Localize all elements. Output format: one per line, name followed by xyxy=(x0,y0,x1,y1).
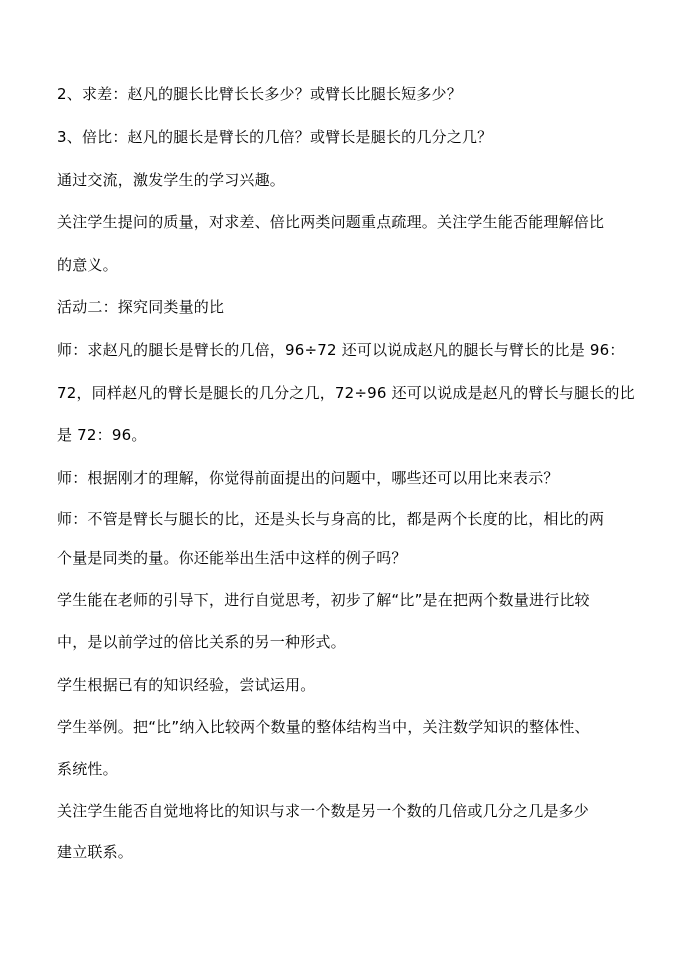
text-line-9: 是 72：96。 xyxy=(57,426,147,444)
text-line-6: 活动二：探究同类量的比 xyxy=(57,298,225,316)
text-line-2: 3、倍比：赵凡的腿长是臂长的几倍？或臂长是腿长的几分之几？ xyxy=(57,128,493,146)
text-line-5: 的意义。 xyxy=(57,256,118,274)
text-line-10: 师：根据刚才的理解，你觉得前面提出的问题中，哪些还可以用比来表示？ xyxy=(57,469,559,487)
text-line-3: 通过交流，激发学生的学习兴趣。 xyxy=(57,171,286,189)
text-line-7: 师：求赵凡的腿长是臂长的几倍，96÷72 还可以说成赵凡的腿长与臂长的比是 96： xyxy=(57,341,625,359)
text-line-12: 个量是同类的量。你还能举出生活中这样的例子吗？ xyxy=(57,549,407,567)
text-line-19: 建立联系。 xyxy=(57,843,134,861)
text-line-11: 师：不管是臂长与腿长的比，还是头长与身高的比，都是两个长度的比，相比的两 xyxy=(57,510,605,528)
text-line-16: 学生举例。把“比”纳入比较两个数量的整体结构当中，关注数学知识的整体性、 xyxy=(57,718,590,736)
text-line-15: 学生根据已有的知识经验，尝试运用。 xyxy=(57,676,316,694)
text-line-4: 关注学生提问的质量，对求差、倍比两类问题重点疏理。关注学生能否能理解倍比 xyxy=(57,213,605,231)
text-line-1: 2、求差：赵凡的腿长比臂长长多少？或臂长比腿长短多少？ xyxy=(57,85,462,103)
text-line-18: 关注学生能否自觉地将比的知识与求一个数是另一个数的几倍或几分之几是多少 xyxy=(57,802,590,820)
text-line-17: 系统性。 xyxy=(57,760,118,778)
text-line-8: 72，同样赵凡的臂长是腿长的几分之几，72÷96 还可以说成是赵凡的臂长与腿长的比 xyxy=(57,384,635,402)
text-line-14: 中，是以前学过的倍比关系的另一种形式。 xyxy=(57,633,346,651)
text-line-13: 学生能在老师的引导下，进行自觉思考，初步了解“比”是在把两个数量进行比较 xyxy=(57,591,590,609)
